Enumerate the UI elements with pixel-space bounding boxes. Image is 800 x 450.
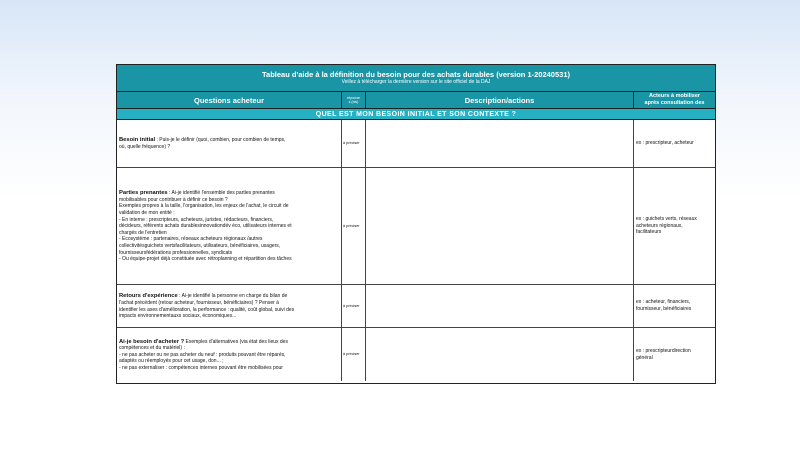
question-line: - En interne : prescripteurs, acheteurs, juristes, rédacteurs, financiers, — [119, 216, 274, 223]
acteurs-line: ex : prescripteur, acheteur — [636, 140, 694, 147]
question-line — [119, 190, 339, 197]
question-text: Exemples d'alternatives (via état des lieux des — [184, 338, 288, 345]
question-title: Retours d'expérience — [119, 293, 178, 300]
table-body — [117, 120, 715, 381]
acteurs-line: fournisseur, bénéficiaires — [636, 306, 692, 312]
acteurs-line: ex : acheteur, financiers, — [636, 299, 691, 306]
acteurs-line: général — [636, 354, 653, 361]
question-line: validation de mon entité : — [119, 210, 175, 217]
question-text: : Ai-je identifié la personne en charge du bilan de — [177, 293, 288, 300]
header-questions: Questions acheteur — [117, 92, 342, 108]
question-text: : Ai-je identifié l'ensemble des parties prenantes — [167, 190, 275, 197]
acteurs-line: ex : prescripteurdirection — [636, 347, 691, 354]
question-line: identifier les axes d'amélioration, la performance : qualité, coût global, suivi des — [119, 306, 295, 313]
reponse-cell[interactable]: à préciser — [342, 328, 366, 381]
acteurs-text — [636, 348, 691, 361]
header-reponses-line2: s (bis) — [348, 100, 359, 104]
title-bar — [117, 65, 715, 92]
question-line — [119, 293, 339, 300]
question-line: Exemples propres à la taille, l'organisation, les enjeux de l'achat, le circuit de — [119, 203, 289, 210]
question-line: fournisseursfédérations professionnelles, syndicats — [119, 249, 233, 256]
question-line — [119, 339, 339, 346]
header-description: Description/actions — [366, 92, 634, 108]
question-cell — [117, 168, 342, 284]
question-line: - ne pas externaliser : compétences internes pouvant être mobilisées pour — [119, 364, 283, 371]
question-title: Ai-je besoin d'acheter ? — [119, 338, 185, 345]
question-text: : Puis-je le définir (quoi, combien, pour combien de temps, — [155, 137, 286, 144]
section-heading: QUEL EST MON BESOIN INITIAL ET SON CONTEXTE ? — [117, 109, 715, 120]
acteurs-line: facilitateurs — [636, 229, 662, 236]
acteurs-cell[interactable] — [634, 120, 715, 167]
table-row — [117, 168, 715, 285]
header-acteurs-line1: Acteurs à mobiliser — [648, 93, 701, 99]
question-line — [119, 137, 339, 144]
acteurs-text — [636, 140, 694, 147]
reponse-cell[interactable]: à préciser — [342, 120, 366, 167]
question-line: décideurs, référents achats durablesinnovationdév éco, utilisateurs internes et — [119, 223, 292, 230]
description-cell[interactable] — [366, 168, 634, 284]
header-reponses-line1: réponse — [347, 95, 360, 100]
header-row — [117, 92, 715, 109]
description-cell[interactable] — [366, 285, 634, 327]
question-line: - Ou équipe-projet déjà constituée avec rétroplanning et répartition des tâches — [119, 256, 292, 263]
question-line: adaptés ou réemployés pour cet usage, don... ; — [119, 358, 224, 365]
question-line: chargés de l'entretien — [119, 229, 167, 236]
table-sheet — [116, 64, 716, 384]
question-title: Parties prenantes — [119, 190, 168, 197]
table-title: Tableau d'aide à la définition du besoin pour des achats durables (version 1-20240531) — [262, 70, 570, 79]
question-cell — [117, 285, 342, 327]
question-line: collectivitésguichets vertsfacilitateurs, utilisateurs, bénéficiaires, usagers, — [119, 242, 281, 249]
reponse-cell[interactable]: à préciser — [342, 285, 366, 327]
reponse-cell[interactable]: à préciser — [342, 168, 366, 284]
acteurs-cell[interactable] — [634, 285, 715, 327]
acteurs-text — [636, 299, 691, 312]
table-row — [117, 120, 715, 168]
question-line: l'achat précédent (retour acheteur, fournisseur, bénéficiaires) ? Penser à — [119, 299, 279, 306]
description-cell[interactable] — [366, 328, 634, 381]
table-row — [117, 285, 715, 328]
question-line: - ne pas acheter ou ne pas acheter du neuf : produits pouvant être réparés, — [119, 351, 286, 358]
question-cell — [117, 120, 342, 167]
header-reponses — [342, 92, 366, 108]
table-subtitle: Veillez à télécharger la dernière version sur le site officiel de la DAJ — [341, 79, 491, 85]
acteurs-cell[interactable] — [634, 168, 715, 284]
acteurs-line: ex : guichets verts, réseaux — [636, 216, 697, 223]
table-row — [117, 328, 715, 381]
question-line: compétences et du matériel) : — [119, 345, 185, 352]
description-cell[interactable] — [366, 120, 634, 167]
question-line: impacts environnementauxs sociaux, économiques... — [119, 313, 237, 320]
question-line: - Ecosystème : partenaires, réseaux acheteurs régionaux /autres — [119, 236, 263, 243]
header-acteurs — [634, 92, 715, 108]
acteurs-line: acheteurs régionaux, — [636, 222, 683, 229]
acteurs-text — [636, 216, 697, 236]
question-line: où, quelle fréquence) ? — [119, 144, 171, 150]
question-cell — [117, 328, 342, 381]
question-line: mobilisables pour contribuer à définir ce besoin ? — [119, 196, 228, 203]
question-title: Besoin initial — [119, 137, 156, 144]
header-acteurs-line2: après consultation des — [644, 100, 705, 106]
acteurs-cell[interactable] — [634, 328, 715, 381]
